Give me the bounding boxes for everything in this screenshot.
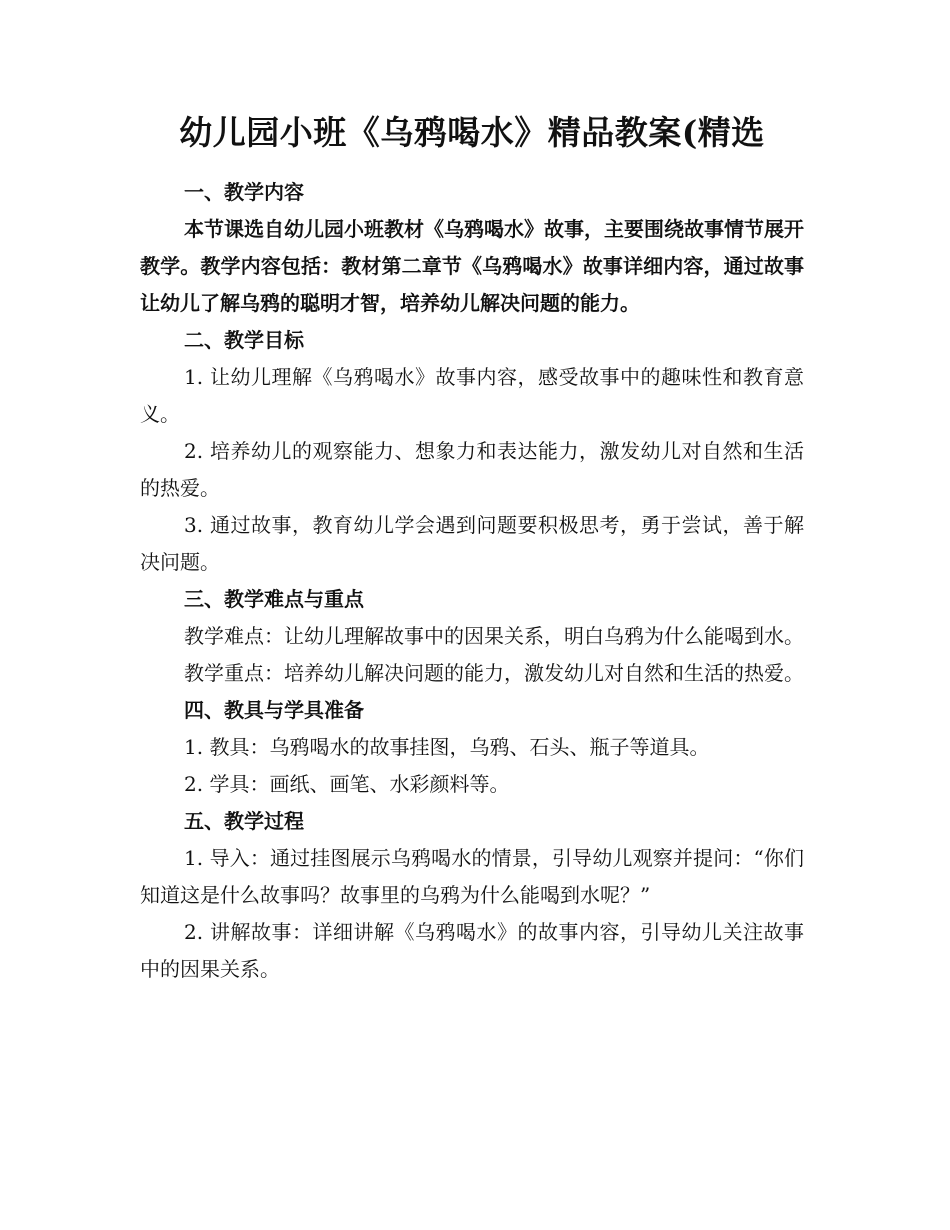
section-paragraph: 2. 学具：画纸、画笔、水彩颜料等。	[184, 772, 510, 796]
section-paragraph: 2. 培养幼儿的观察能力、想象力和表达能力，激发幼儿对自然和生活的热爱。	[140, 439, 804, 500]
section-paragraph: 1. 让幼儿理解《乌鸦喝水》故事内容，感受故事中的趣味性和教育意义。	[140, 365, 804, 426]
section-paragraph: 3. 通过故事，教育幼儿学会遇到问题要积极思考，勇于尝试，善于解决问题。	[140, 513, 804, 574]
document-body	[140, 108, 804, 988]
section-heading-teaching-goals: 二、教学目标	[184, 328, 304, 352]
section-heading-materials: 四、教具与学具准备	[184, 698, 364, 722]
section-heading-difficulties-and-focus: 三、教学难点与重点	[184, 587, 364, 611]
section-paragraph: 1. 导入：通过挂图展示乌鸦喝水的情景，引导幼儿观察并提问：“你们知道这是什么故事吗？故事里的乌鸦为什么能喝到水呢？”	[140, 846, 804, 907]
section-heading-teaching-process: 五、教学过程	[184, 809, 304, 833]
section-paragraph: 2. 讲解故事：详细讲解《乌鸦喝水》的故事内容，引导幼儿关注故事中的因果关系。	[140, 920, 804, 981]
section-paragraph: 本节课选自幼儿园小班教材《乌鸦喝水》故事，主要围绕故事情节展开教学。教学内容包括：教材第二章节《乌鸦喝水》故事详细内容，通过故事让幼儿了解乌鸦的聪明才智，培养幼儿解决问题的能力。	[140, 217, 804, 315]
section-paragraph: 1. 教具：乌鸦喝水的故事挂图，乌鸦、石头、瓶子等道具。	[184, 735, 710, 759]
section-paragraph: 教学重点：培养幼儿解决问题的能力，激发幼儿对自然和生活的热爱。	[184, 661, 804, 685]
section-heading-teaching-content: 一、教学内容	[184, 180, 304, 204]
section-paragraph: 教学难点：让幼儿理解故事中的因果关系，明白乌鸦为什么能喝到水。	[184, 624, 804, 648]
page-title: 幼儿园小班《乌鸦喝水》精品教案(精选	[179, 113, 765, 152]
